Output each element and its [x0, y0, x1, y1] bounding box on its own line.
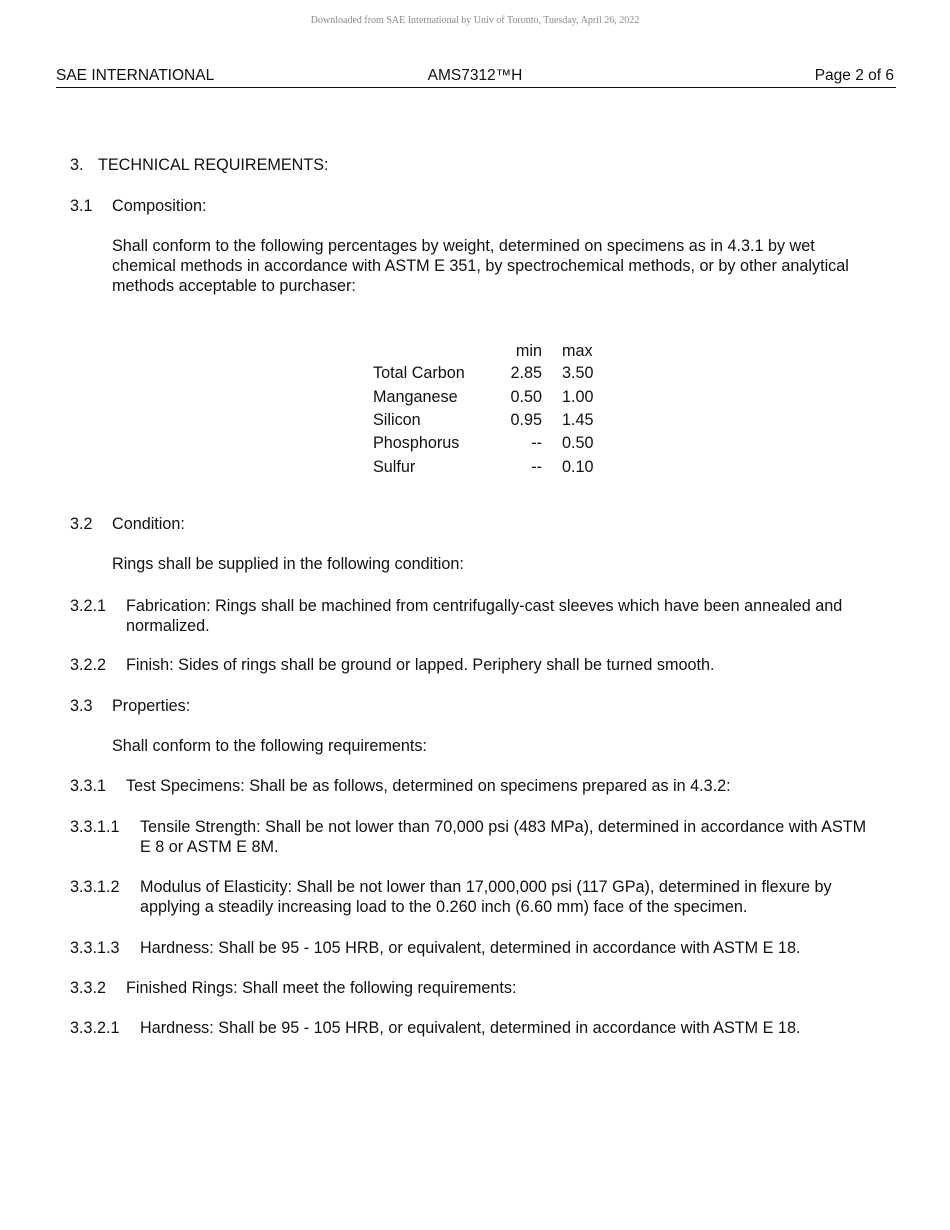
- table-row: [370, 385, 622, 408]
- section-3-2-2-text: Finish: Sides of rings shall be ground or lapped. Periphery shall be turned smooth.: [126, 656, 715, 674]
- section-3-number: 3.: [70, 156, 84, 174]
- header-page-number: Page 2 of 6: [814, 67, 894, 84]
- table-row: [370, 409, 622, 432]
- header-document-id: AMS7312™H: [427, 67, 523, 84]
- composition-header-min: min: [515, 341, 542, 360]
- section-3-2-body: Rings shall be supplied in the following condition:: [112, 555, 464, 573]
- element-name: Phosphorus: [373, 434, 460, 453]
- section-3-2-title: Condition:: [112, 515, 185, 533]
- section-3-3-title: Properties:: [112, 697, 191, 715]
- element-max: 1.00: [562, 387, 594, 406]
- header-rule: [56, 87, 896, 88]
- element-min: 0.50: [510, 387, 542, 406]
- section-3-3-1-number: 3.3.1: [70, 777, 107, 795]
- section-3-3-2-number: 3.3.2: [70, 979, 107, 997]
- section-3-3-1-3-number: 3.3.1.3: [70, 939, 120, 957]
- composition-header-max: max: [562, 341, 593, 360]
- element-name: Sulfur: [373, 457, 416, 476]
- element-max: 3.50: [562, 364, 594, 383]
- section-3-3-2-text: Finished Rings: Shall meet the following requirements:: [126, 979, 517, 997]
- composition-table: [370, 340, 622, 479]
- table-row: [370, 456, 622, 479]
- element-max: 0.10: [562, 457, 594, 476]
- element-name: Manganese: [373, 387, 458, 406]
- section-3-3-1-2-number: 3.3.1.2: [70, 878, 120, 896]
- table-row: [370, 362, 622, 385]
- section-3-3-1-text: Test Specimens: Shall be as follows, determined on specimens prepared as in 4.3.2:: [126, 777, 731, 795]
- section-3-2-1-text: Fabrication: Rings shall be machined from centrifugally-cast sleeves which have been annealed and normalized.: [126, 597, 843, 635]
- element-min: 0.95: [510, 410, 542, 429]
- composition-header-element: [370, 340, 489, 362]
- composition-header-row: [370, 340, 622, 362]
- element-max: 1.45: [562, 410, 594, 429]
- section-3-2-number: 3.2: [70, 515, 93, 533]
- section-3-1-body: Shall conform to the following percentages by weight, determined on specimens as in 4.3.1 by wet chemical methods in accordance with ASTM E 351, by spectrochemical methods, or by other analytical methods acceptable to purchaser:: [112, 237, 849, 295]
- section-3-2-2-number: 3.2.2: [70, 656, 107, 674]
- table-row: [370, 432, 622, 455]
- element-min: --: [531, 457, 542, 476]
- section-3-3-2-1-text: Hardness: Shall be 95 - 105 HRB, or equivalent, determined in accordance with ASTM E 18.: [140, 1019, 801, 1037]
- section-3-3-body: Shall conform to the following requirements:: [112, 737, 427, 755]
- section-3-1-number: 3.1: [70, 197, 93, 215]
- section-3-3-1-3-text: Hardness: Shall be 95 - 105 HRB, or equivalent, determined in accordance with ASTM E 18.: [140, 939, 801, 957]
- section-3-3-1-2-text: Modulus of Elasticity: Shall be not lower than 17,000,000 psi (117 GPa), determined in flexure by applying a steadily increasing load to the 0.260 inch (6.60 mm) face of the specimen.: [140, 878, 832, 916]
- section-3-3-number: 3.3: [70, 697, 93, 715]
- section-3-3-2-1-number: 3.3.2.1: [70, 1019, 120, 1037]
- section-3-3-1-1-text: Tensile Strength: Shall be not lower than 70,000 psi (483 MPa), determined in accordance with ASTM E 8 or ASTM E 8M.: [140, 818, 867, 856]
- element-name: Silicon: [373, 410, 421, 429]
- download-notice: Downloaded from SAE International by Univ of Toronto, Tuesday, April 26, 2022: [310, 15, 640, 26]
- element-name: Total Carbon: [373, 364, 465, 383]
- section-3-2-1-number: 3.2.1: [70, 597, 107, 615]
- element-min: --: [531, 434, 542, 453]
- header-organization: SAE INTERNATIONAL: [56, 67, 215, 84]
- element-max: 0.50: [562, 434, 594, 453]
- element-min: 2.85: [510, 364, 542, 383]
- section-3-1-title: Composition:: [112, 197, 207, 215]
- section-3-title: TECHNICAL REQUIREMENTS:: [98, 156, 329, 174]
- section-3-3-1-1-number: 3.3.1.1: [70, 818, 120, 836]
